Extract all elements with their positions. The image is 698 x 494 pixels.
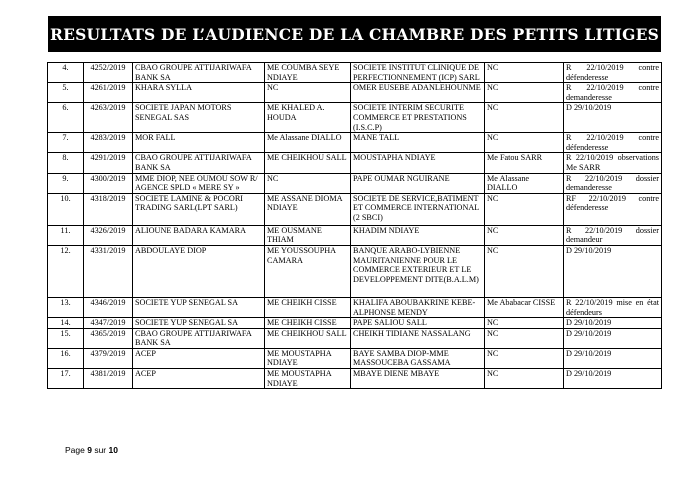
- conseil-defendeur-cell: NC: [485, 193, 564, 225]
- dossier-number-cell: 4261/2019: [84, 83, 133, 103]
- dossier-number-cell: 4331/2019: [84, 245, 133, 297]
- conseil-defendeur-cell: NC: [485, 245, 564, 297]
- conseil-demandeur-cell: ME CHEIKHOU SALL: [265, 328, 351, 348]
- table-row: [48, 153, 662, 173]
- row-number-cell: 9.: [48, 173, 84, 193]
- defendeur-cell: MOUSTAPHA NDIAYE: [351, 153, 485, 173]
- defendeur-cell: KHADIM NDIAYE: [351, 225, 485, 245]
- defendeur-cell: KHALIFA ABOUBAKRINE KEBE-ALPHONSE MENDY: [351, 297, 485, 317]
- dossier-number-cell: 4347/2019: [84, 318, 133, 329]
- row-number-cell: 8.: [48, 153, 84, 173]
- conseil-demandeur-cell: ME OUSMANE THIAM: [265, 225, 351, 245]
- defendeur-cell: SOCIETE DE SERVICE,BATIMENT ET COMMERCE INTERNATIONAL (2 SBCI): [351, 193, 485, 225]
- conseil-defendeur-cell: NC: [485, 83, 564, 103]
- conseil-demandeur-cell: Me Alassane DIALLO: [265, 133, 351, 153]
- footer-prefix: Page: [65, 445, 88, 455]
- demandeur-cell: CBAO GROUPE ATTIJARIWAFA BANK SA: [133, 328, 265, 348]
- row-number-cell: 12.: [48, 245, 84, 297]
- conseil-demandeur-cell: ME CHEIKH CISSE: [265, 297, 351, 317]
- demandeur-cell: MME DIOP, NEE OUMOU SOW R/ AGENCE SPLD « MERE SY »: [133, 173, 265, 193]
- dossier-number-cell: 4300/2019: [84, 173, 133, 193]
- table-row: [48, 63, 662, 83]
- resultat-cell: R 22/10/2019 dossier demandeur: [564, 225, 662, 245]
- row-number-cell: 15.: [48, 328, 84, 348]
- results-table: [47, 62, 662, 389]
- conseil-defendeur-cell: NC: [485, 348, 564, 368]
- table-row: [48, 318, 662, 329]
- row-number-cell: 13.: [48, 297, 84, 317]
- table-row: [48, 369, 662, 389]
- conseil-demandeur-cell: NC: [265, 83, 351, 103]
- row-number-cell: 10.: [48, 193, 84, 225]
- conseil-defendeur-cell: NC: [485, 63, 564, 83]
- dossier-number-cell: 4283/2019: [84, 133, 133, 153]
- conseil-demandeur-cell: ME MOUSTAPHA NDIAYE: [265, 369, 351, 389]
- demandeur-cell: ACEP: [133, 348, 265, 368]
- page-footer: [65, 445, 118, 455]
- defendeur-cell: CHEIKH TIDIANE NASSALANG: [351, 328, 485, 348]
- conseil-demandeur-cell: ME ASSANE DIOMA NDIAYE: [265, 193, 351, 225]
- dossier-number-cell: 4365/2019: [84, 328, 133, 348]
- conseil-demandeur-cell: ME COUMBA SEYE NDIAYE: [265, 63, 351, 83]
- table-row: [48, 133, 662, 153]
- demandeur-cell: SOCIETE YUP SENEGAL SA: [133, 318, 265, 329]
- table-row: [48, 193, 662, 225]
- conseil-demandeur-cell: ME CHEIKH CISSE: [265, 318, 351, 329]
- conseil-demandeur-cell: ME CHEIKHOU SALL: [265, 153, 351, 173]
- resultat-cell: D 29/10/2019: [564, 328, 662, 348]
- title-banner: [48, 16, 661, 52]
- resultat-cell: D 29/10/2019: [564, 369, 662, 389]
- defendeur-cell: SOCIETE INTERIM SECURITE COMMERCE ET PRESTATIONS (I.S.C.P): [351, 103, 485, 133]
- conseil-defendeur-cell: NC: [485, 318, 564, 329]
- conseil-defendeur-cell: NC: [485, 103, 564, 133]
- row-number-cell: 7.: [48, 133, 84, 153]
- table-row: [48, 297, 662, 317]
- resultat-cell: D 29/10/2019: [564, 348, 662, 368]
- dossier-number-cell: 4381/2019: [84, 369, 133, 389]
- defendeur-cell: PAPE OUMAR NGUIRANE: [351, 173, 485, 193]
- resultat-cell: D 29/10/2019: [564, 103, 662, 133]
- resultat-cell: D 29/10/2019: [564, 245, 662, 297]
- dossier-number-cell: 4318/2019: [84, 193, 133, 225]
- row-number-cell: 16.: [48, 348, 84, 368]
- demandeur-cell: SOCIETE YUP SENEGAL SA: [133, 297, 265, 317]
- dossier-number-cell: 4346/2019: [84, 297, 133, 317]
- table-row: [48, 348, 662, 368]
- resultat-cell: RF 22/10/2019 contre défenderesse: [564, 193, 662, 225]
- demandeur-cell: MOR FALL: [133, 133, 265, 153]
- demandeur-cell: ALIOUNE BADARA KAMARA: [133, 225, 265, 245]
- page-title: RESULTATS DE L’AUDIENCE DE LA CHAMBRE DES PETITS LITIGES: [50, 24, 659, 44]
- defendeur-cell: BANQUE ARABO-LYBIENNE MAURITANIENNE POUR LE COMMERCE EXTERIEUR ET LE DEVELOPPEMENT DITE(B.A.L.M): [351, 245, 485, 297]
- conseil-demandeur-cell: ME YOUSSOUPHA CAMARA: [265, 245, 351, 297]
- table-row: [48, 103, 662, 133]
- demandeur-cell: ABDOULAYE DIOP: [133, 245, 265, 297]
- defendeur-cell: MBAYE DIENE MBAYE: [351, 369, 485, 389]
- table-row: [48, 225, 662, 245]
- demandeur-cell: CBAO GROUPE ATTIJARIWAFA BANK SA: [133, 153, 265, 173]
- dossier-number-cell: 4263/2019: [84, 103, 133, 133]
- conseil-defendeur-cell: NC: [485, 328, 564, 348]
- demandeur-cell: CBAO GROUPE ATTIJARIWAFA BANK SA: [133, 63, 265, 83]
- conseil-demandeur-cell: ME MOUSTAPHA NDIAYE: [265, 348, 351, 368]
- footer-middle: sur: [91, 445, 109, 455]
- dossier-number-cell: 4379/2019: [84, 348, 133, 368]
- resultat-cell: D 29/10/2019: [564, 318, 662, 329]
- resultat-cell: R 22/10/2019 mise en état défendeurs: [564, 297, 662, 317]
- row-number-cell: 5.: [48, 83, 84, 103]
- defendeur-cell: BAYE SAMBA DIOP-MME MASSOUCEBA GASSAMA: [351, 348, 485, 368]
- table-row: [48, 173, 662, 193]
- demandeur-cell: ACEP: [133, 369, 265, 389]
- conseil-defendeur-cell: Me Ababacar CISSE: [485, 297, 564, 317]
- conseil-demandeur-cell: ME KHALED A. HOUDA: [265, 103, 351, 133]
- conseil-defendeur-cell: Me Alassane DIALLO: [485, 173, 564, 193]
- conseil-defendeur-cell: NC: [485, 369, 564, 389]
- demandeur-cell: SOCIETE LAMINE & POCORI TRADING SARL(LPT SARL): [133, 193, 265, 225]
- table-row: [48, 83, 662, 103]
- resultat-cell: R 22/10/2019 observations Me SARR: [564, 153, 662, 173]
- row-number-cell: 11.: [48, 225, 84, 245]
- resultat-cell: R 22/10/2019 contre défenderesse: [564, 133, 662, 153]
- row-number-cell: 17.: [48, 369, 84, 389]
- resultat-cell: R 22/10/2019 dossier demanderesse: [564, 173, 662, 193]
- demandeur-cell: SOCIETE JAPAN MOTORS SENEGAL SAS: [133, 103, 265, 133]
- dossier-number-cell: 4291/2019: [84, 153, 133, 173]
- resultat-cell: R 22/10/2019 contre demanderesse: [564, 83, 662, 103]
- conseil-demandeur-cell: NC: [265, 173, 351, 193]
- footer-total: 10: [108, 445, 118, 455]
- conseil-defendeur-cell: Me Fatou SARR: [485, 153, 564, 173]
- resultat-cell: R 22/10/2019 contre défenderesse: [564, 63, 662, 83]
- defendeur-cell: MANE TALL: [351, 133, 485, 153]
- row-number-cell: 6.: [48, 103, 84, 133]
- conseil-defendeur-cell: NC: [485, 133, 564, 153]
- defendeur-cell: PAPE SALIOU SALL: [351, 318, 485, 329]
- conseil-defendeur-cell: NC: [485, 225, 564, 245]
- defendeur-cell: OMER EUSEBE ADANLEHOUNME: [351, 83, 485, 103]
- demandeur-cell: KHARA SYLLA: [133, 83, 265, 103]
- dossier-number-cell: 4252/2019: [84, 63, 133, 83]
- footer-page: 9: [87, 445, 92, 455]
- row-number-cell: 4.: [48, 63, 84, 83]
- row-number-cell: 14.: [48, 318, 84, 329]
- table-row: [48, 328, 662, 348]
- dossier-number-cell: 4326/2019: [84, 225, 133, 245]
- defendeur-cell: SOCIETE INSTITUT CLINIQUE DE PERFECTIONNEMENT (ICP) SARL: [351, 63, 485, 83]
- table-row: [48, 245, 662, 297]
